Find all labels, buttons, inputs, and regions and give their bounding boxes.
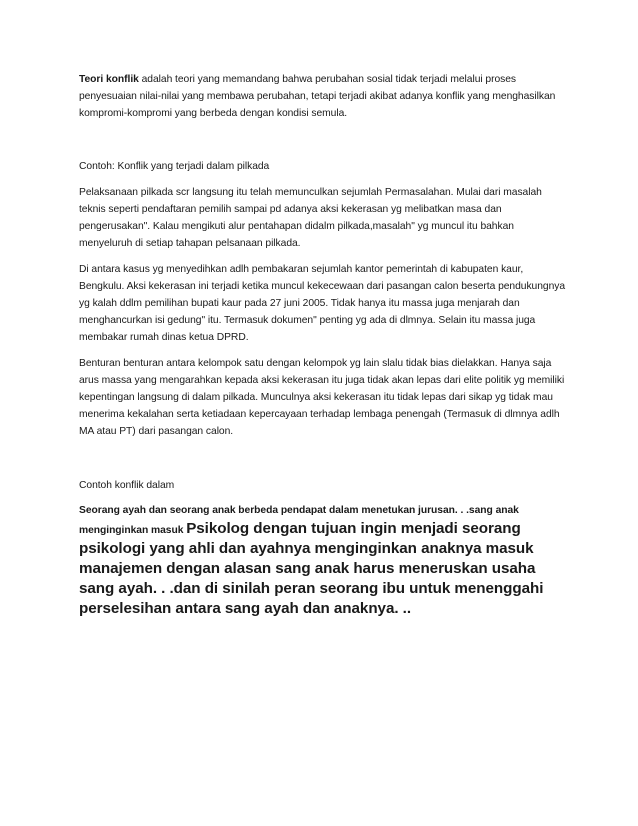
definition-term: Teori konflik — [79, 74, 139, 85]
paragraph-pelaksanaan: Pelaksanaan pilkada scr langsung itu telah memunculkan sejumlah Permasalahan. Mulai dari masalah teknis seperti pendaftaran pemilih sampai pd adanya aksi kekerasan yg melibatkan masa dan pengerusakan". Kalau mengikuti alur pentahapan didalm pilkada,masalah" yg muncul itu bahkan menyeluruh di setiap tahapan pelsanaan pilkada. — [79, 187, 542, 249]
definition-text: adalah teori yang memandang bahwa perubahan sosial tidak terjadi melalui proses penyesuaian nilai-nilai yang membawa perubahan, tetapi terjadi akibat adanya konflik yang menghasilkan kompromi-kompromi yang berbeda dengan kondisi semula. — [79, 74, 556, 119]
example-heading-pilkada: Contoh: Konflik yang terjadi dalam pilkada — [79, 161, 270, 172]
family-conflict-main: Psikolog dengan tujuan ingin menjadi seorang psikologi yang ahli dan ayahnya menginginkan anaknya masuk manajemen dengan alasan sang anak harus meneruskan usaha sang ayah. . .dan di sinilah peran seorang ibu untuk menenggahi perselesihan antara sang ayah dan anaknya. .. — [79, 520, 544, 617]
family-conflict-intro: Seorang ayah dan seorang anak berbeda pendapat dalam menetukan jurusan. . .sang anak menginginkan masuk — [79, 505, 519, 536]
section-gap — [79, 122, 567, 158]
paragraph-benturan: Benturan benturan antara kelompok satu dengan kelompok yg lain slalu tidak bias dielakkan. Hanya saja arus massa yang mengarahkan kepada aksi kekerasan itu juga tidak akan lepas dari elite politik yg memiliki kepentingan langsung di dalam pilkada. Munculnya aksi kekerasan itu tidak lepas dari sikap yg tidak mau menerima kekalahan serta ketiadaan kepercayaan terhadap lembaga penengah (Termasuk di dlmnya adlh MA atau PT) dari pasangan calon. — [79, 358, 565, 437]
document-body — [79, 71, 567, 619]
definition-paragraph — [79, 71, 567, 122]
section-gap — [79, 440, 567, 477]
paragraph-kasus: Di antara kasus yg menyedihkan adlh pembakaran sejumlah kantor pemerintah di kabupaten kaur, Bengkulu. Aksi kekerasan ini terjadi ketika muncul kekecewaan dari pasangan calon beserta pendukungnya yg kalah ddlm pemilihan bupati kaur pada 27 juni 2005. Tidak hanya itu massa juga menjarah dan menghancurkan isi gedung" itu. Termasuk dokumen" penting yg ada di dlmnya. Selain itu massa juga membakar rumah dinas ketua DPRD. — [79, 264, 566, 343]
example-heading-konflik: Contoh konflik dalam — [79, 480, 175, 491]
family-conflict-paragraph — [79, 502, 567, 619]
